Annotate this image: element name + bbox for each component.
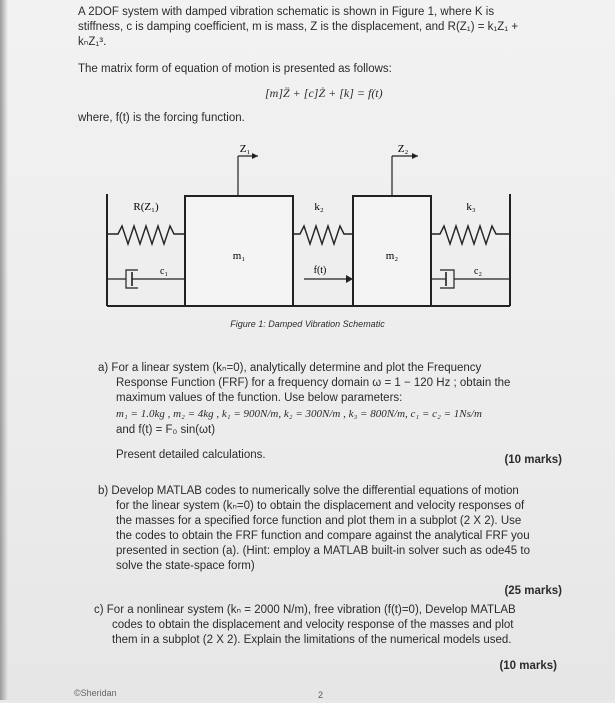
qa-line-2: Response Function (FRF) for a frequency domain ω = 1 − 120 Hz ; obtain the: [116, 377, 511, 389]
mass-1-label: m₁: [232, 250, 246, 262]
forcing-function-note: where, f(t) is the forcing function.: [78, 112, 245, 124]
force-arrowhead: [346, 275, 353, 283]
qb-line-3: the masses for a specified force function and plot them in a subplot (2 X 2). Use: [116, 515, 522, 527]
force-label: f(t): [313, 265, 327, 276]
intro-line-2: stiffness, c is damping coefficient, m is mass, Z is the displacement, and R(Z₁) = k₁Z₁ +: [78, 21, 519, 33]
qa-parameters: m₁ = 1.0kg , m₂ = 4kg , k₁ = 900N/m, k₂ = 300N/m , k₃ = 800N/m, c₁ = c₂ = 1Ns/m: [116, 408, 482, 420]
z2-arrowhead: [412, 153, 418, 159]
spring-right-label: k₃: [466, 201, 476, 213]
page-number: 2: [318, 690, 324, 700]
qa-marks: (10 marks): [504, 454, 562, 466]
qa-line-1: a) For a linear system (kₙ=0), analytically determine and plot the Frequency: [98, 362, 482, 374]
damper-left-label: c₁: [160, 266, 168, 277]
spring-left-label: R(Z₁): [133, 201, 159, 213]
qc-line-3: them in a subplot (2 X 2). Explain the limitations of the numerical models used.: [112, 634, 512, 646]
qb-line-4: the codes to obtain the FRF function and compare against the analytical FRF you: [116, 530, 530, 542]
spring-right: [431, 226, 510, 244]
qb-line-1: b) Develop MATLAB codes to numerically solve the differential equations of motion: [98, 485, 519, 497]
damper-right-label: c₂: [474, 266, 482, 277]
mass-2-label: m₂: [385, 250, 399, 262]
qc-line-2: codes to obtain the displacement and velocity response of the masses and plot: [112, 619, 514, 631]
qc-marks: (10 marks): [499, 660, 557, 672]
matrix-intro: The matrix form of equation of motion is presented as follows:: [78, 63, 392, 75]
figure-caption: Figure 1: Damped Vibration Schematic: [230, 319, 385, 329]
damper-right: [431, 270, 510, 288]
intro-line-1: A 2DOF system with damped vibration schematic is shown in Figure 1, where K is: [78, 6, 495, 18]
spring-middle: [293, 226, 353, 244]
spring-mid-label: k₂: [314, 201, 324, 213]
qb-marks: (25 marks): [504, 585, 562, 597]
qb-line-6: solve the state-space form): [116, 560, 255, 572]
qa-present: Present detailed calculations.: [116, 449, 266, 461]
qa-line-3: maximum values of the function. Use below parameters:: [116, 392, 403, 404]
damper-left: [107, 270, 185, 288]
intro-line-3: kₙZ₁³.: [78, 36, 107, 48]
z2-label: Z₂: [397, 143, 409, 155]
qb-line-2: for the linear system (kₙ=0) to obtain the displacement and velocity responses of: [116, 500, 525, 512]
qb-line-5: presented in section (a). (Hint: employ a MATLAB built-in solver such as ode45 to: [116, 545, 530, 557]
z1-label: Z₁: [239, 143, 251, 155]
spring-left: [107, 226, 185, 244]
qa-force: and f(t) = F₀ sin(ωt): [116, 424, 216, 436]
qc-line-1: c) For a nonlinear system (kₙ = 2000 N/m), free vibration (f(t)=0), Develop MATLAB: [94, 604, 516, 616]
footer-watermark: ©Sheridan: [74, 688, 117, 698]
z1-arrowhead: [252, 153, 258, 159]
equation-of-motion: [m]Z̈ + [c]Ż + [k] = f(t): [265, 86, 383, 100]
